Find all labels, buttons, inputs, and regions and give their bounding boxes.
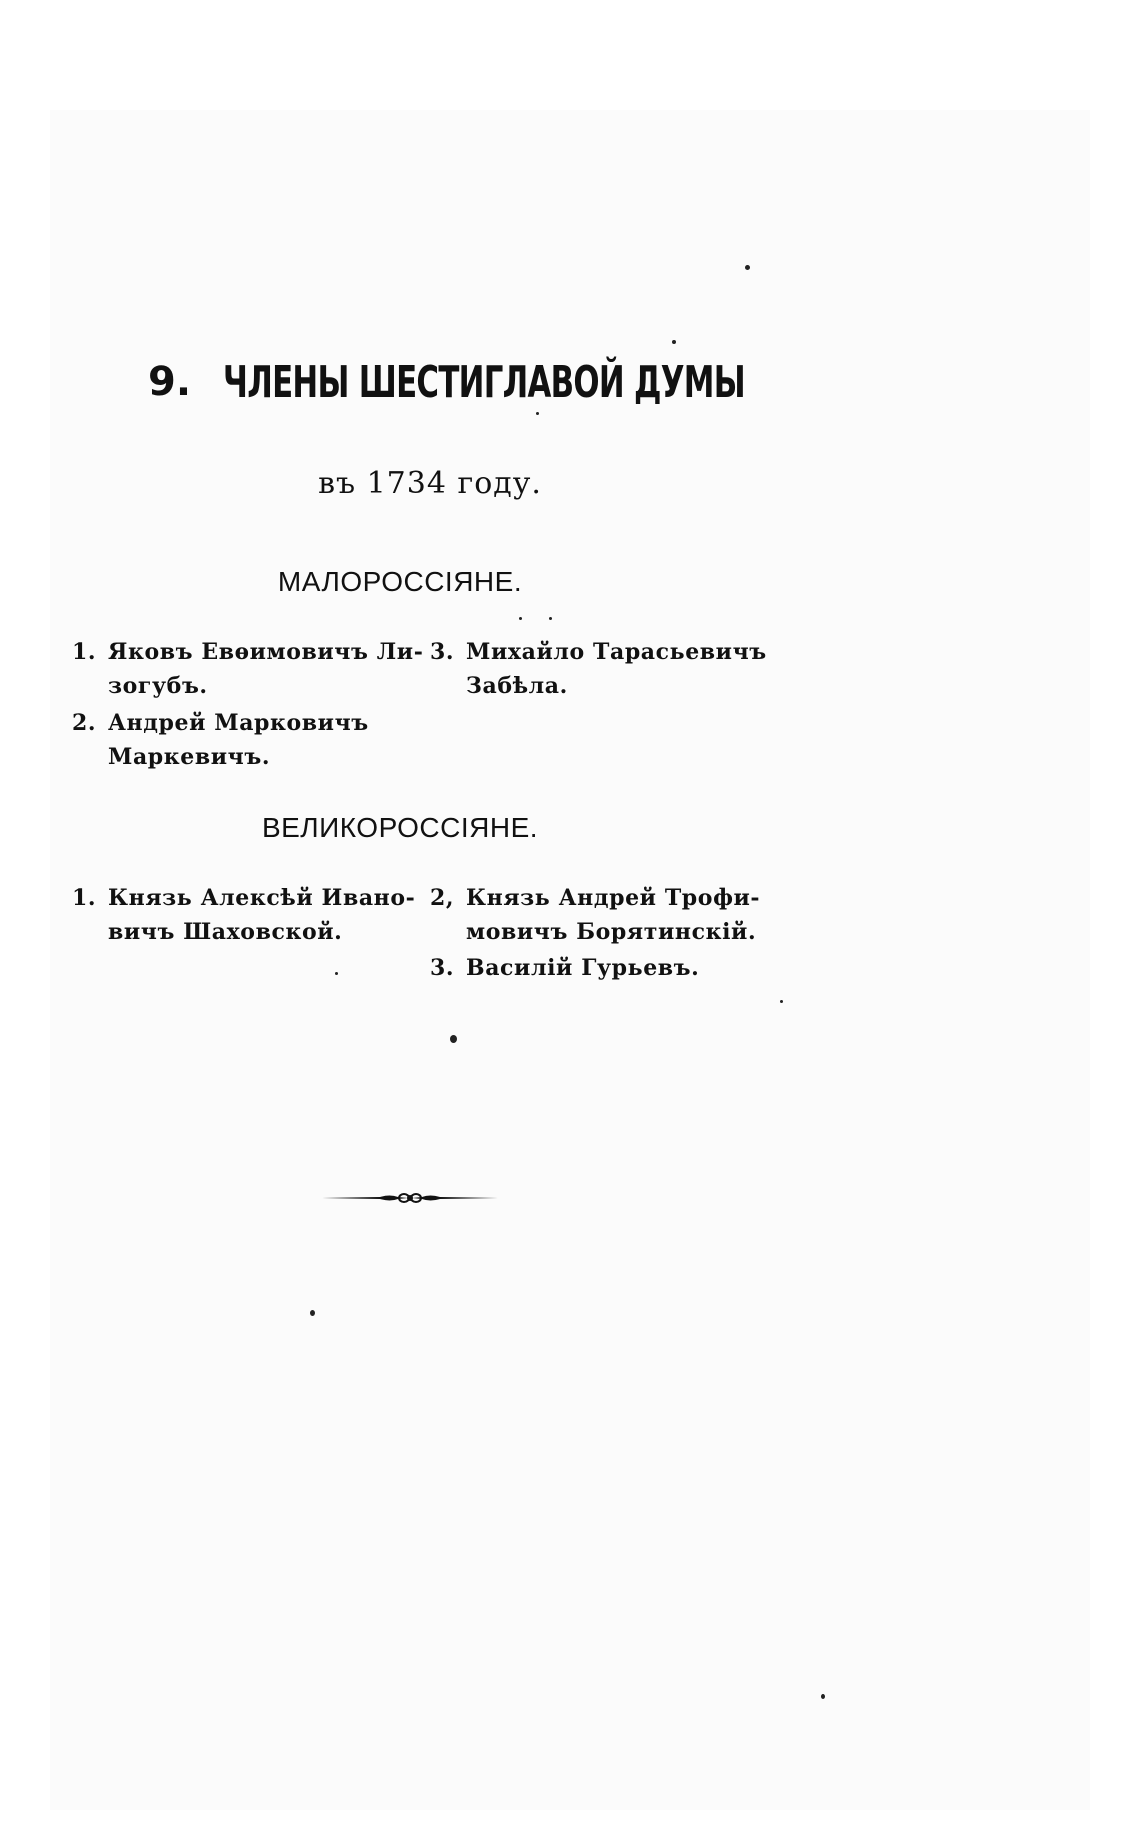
scan-speck xyxy=(335,972,338,975)
item-text-line2: вичъ Шаховской. xyxy=(108,919,343,945)
scan-speck xyxy=(672,340,676,344)
list-item xyxy=(430,635,767,703)
heading-title: ЧЛЕНЫ ШЕСТИГЛАВОЙ ДУМЫ xyxy=(223,356,745,408)
item-text-line2: Забѣла. xyxy=(466,673,568,699)
list-item xyxy=(430,951,699,985)
item-number: 1. xyxy=(72,885,97,911)
scan-speck xyxy=(536,412,539,415)
item-text-line1: Василій Гурьевъ. xyxy=(466,955,700,981)
scan-speck xyxy=(780,1000,783,1003)
section-heading-velikorossiyane: ВЕЛИКОРОССІЯНЕ. xyxy=(261,812,539,843)
item-text-line2: зогубъ. xyxy=(108,673,208,699)
item-number: 2, xyxy=(430,885,455,911)
item-number: 3. xyxy=(430,639,455,665)
scan-speck xyxy=(450,1035,457,1043)
ornamental-rule-icon xyxy=(320,1188,500,1208)
list-item xyxy=(72,881,415,949)
page-heading xyxy=(148,352,969,412)
item-text-line1: Князь Андрей Трофи- xyxy=(466,885,761,911)
item-number: 3. xyxy=(430,955,455,981)
scan-speck xyxy=(745,265,750,270)
heading-number: 9. xyxy=(148,359,192,405)
list-item xyxy=(72,635,423,703)
scan-speck xyxy=(519,617,522,620)
scan-speck xyxy=(310,1310,315,1316)
list-item xyxy=(430,881,760,949)
item-text-line1: Андрей Марковичъ xyxy=(108,710,369,736)
scan-speck xyxy=(549,617,552,620)
subtitle-year: въ 1734 году. xyxy=(318,466,542,501)
item-text-line1: Михайло Тарасьевичъ xyxy=(466,639,767,665)
item-text-line1: Яковъ Евѳимовичъ Ли- xyxy=(108,639,424,665)
section-heading-malorossiyane: МАЛОРОССІЯНЕ. xyxy=(277,566,523,597)
item-number: 2. xyxy=(72,710,97,736)
item-text-line2: Маркевичъ. xyxy=(108,744,271,770)
list-item xyxy=(72,706,369,774)
item-text-line1: Князь Алексѣй Ивано- xyxy=(108,885,416,911)
item-number: 1. xyxy=(72,639,97,665)
item-text-line2: мовичъ Борятинскій. xyxy=(466,919,757,945)
scan-speck xyxy=(821,1694,825,1699)
